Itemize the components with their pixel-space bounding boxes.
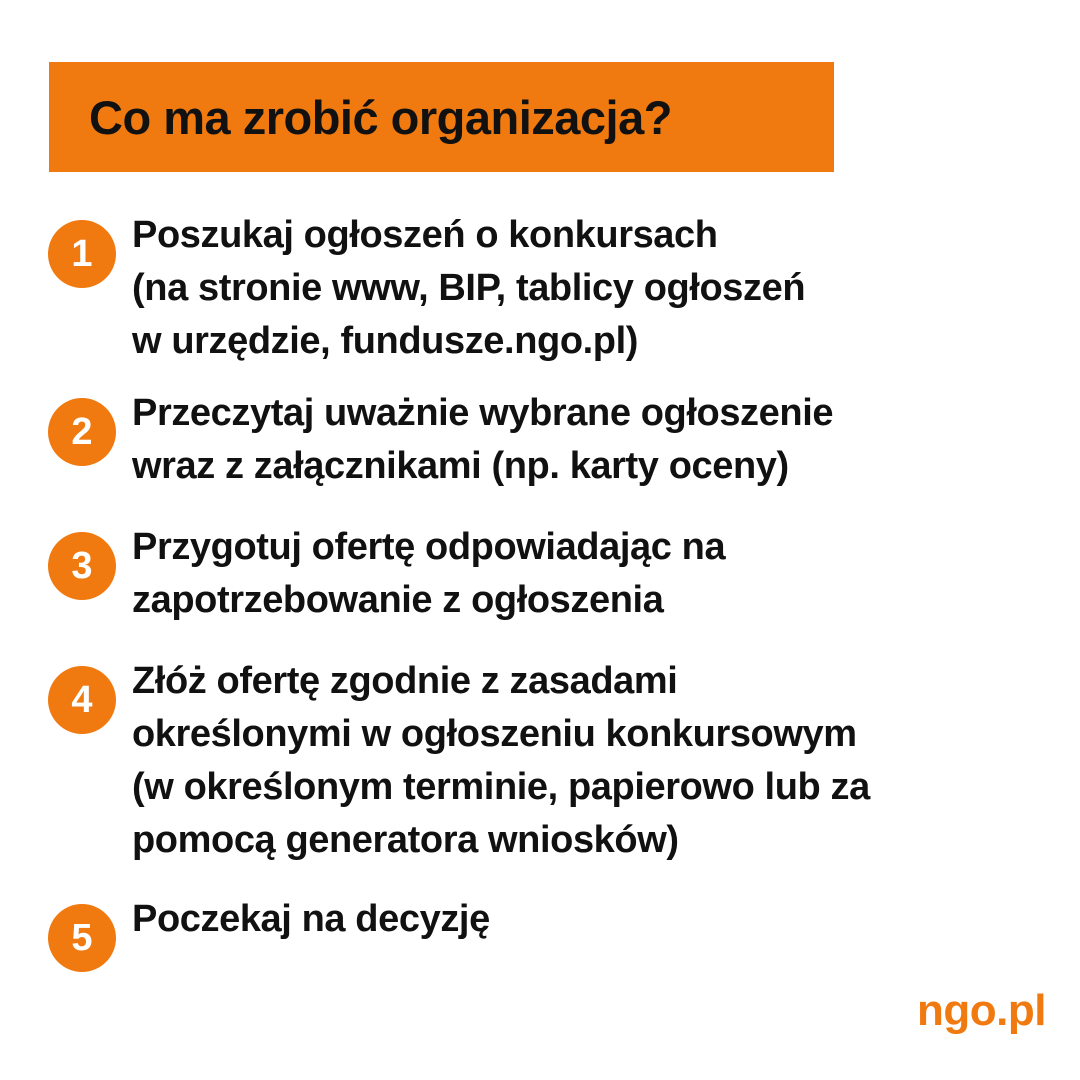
step-text: [132, 893, 490, 946]
step-text: [132, 387, 833, 493]
step-line: (na stronie www, BIP, tablicy ogłoszeń: [132, 267, 806, 309]
step-line: Przeczytaj uważnie wybrane ogłoszenie: [132, 392, 834, 434]
step-5: [48, 898, 490, 972]
step-number-badge: 5: [48, 904, 116, 972]
step-number-badge: 1: [48, 220, 116, 288]
step-number-badge: 2: [48, 398, 116, 466]
step-line: Przygotuj ofertę odpowiadając na: [132, 526, 726, 568]
step-line: Poszukaj ogłoszeń o konkursach: [132, 214, 718, 256]
step-2: [48, 392, 834, 493]
step-text: [132, 209, 805, 368]
step-line: (w określonym terminie, papierowo lub za: [132, 766, 870, 808]
step-line: wraz z załącznikami (np. karty oceny): [132, 445, 789, 487]
step-line: zapotrzebowanie z ogłoszenia: [132, 579, 664, 621]
step-1: [48, 214, 806, 368]
step-text: [132, 655, 870, 867]
page-title: Co ma zrobić organizacja?: [89, 90, 672, 144]
step-text: [132, 521, 725, 627]
step-3: [48, 526, 726, 627]
step-line: Poczekaj na decyzję: [132, 898, 490, 940]
step-number-badge: 4: [48, 666, 116, 734]
step-line: określonymi w ogłoszeniu konkursowym: [132, 713, 857, 755]
step-line: Złóż ofertę zgodnie z zasadami: [132, 660, 678, 702]
title-banner: [49, 62, 834, 172]
step-4: [48, 660, 870, 867]
step-number-badge: 3: [48, 532, 116, 600]
ngo-logo: ngo.pl: [917, 986, 1046, 1035]
step-line: pomocą generatora wniosków): [132, 819, 679, 861]
step-line: w urzędzie, fundusze.ngo.pl): [132, 320, 639, 362]
